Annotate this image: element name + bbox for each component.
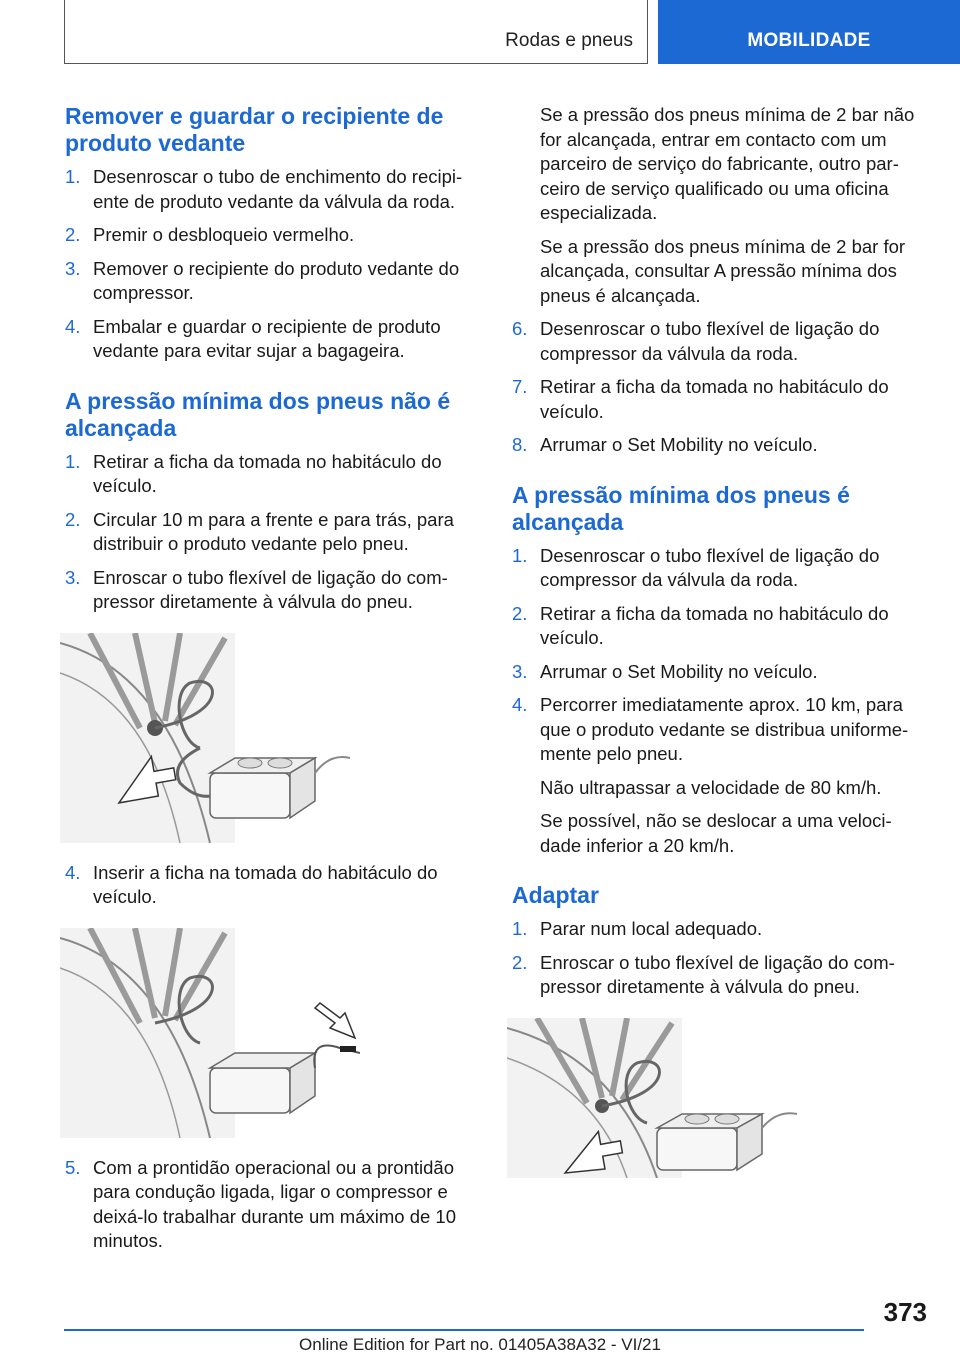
step-text: Enroscar o tubo flexível de ligação do com‐pressor diretamente à válvula do pneu. <box>93 566 448 612</box>
right-column <box>512 103 932 1196</box>
note-paragraph: Se possível, não se deslocar a uma veloci‐dade inferior a 20 km/h. <box>540 810 892 856</box>
step-number: 6. <box>512 318 528 339</box>
list-item <box>512 544 932 593</box>
list-item <box>512 951 932 1000</box>
step-number: 3. <box>512 660 528 682</box>
step-number: 2. <box>65 508 81 530</box>
list-item <box>65 566 485 615</box>
step-number: 3. <box>65 566 81 588</box>
illustration-plug-socket <box>60 928 485 1138</box>
list-item <box>65 861 485 910</box>
step-text: Embalar e guardar o recipiente de produto vedante para evitar sujar a bagageira. <box>93 315 441 361</box>
heading-pressure-not-reached: A pressão mínima dos pneus não é alcançada <box>65 387 451 441</box>
step-text: Percorrer imediatamente aprox. 10 km, para que o produto vedante se distribua uniforme‐mente pelo pneu. <box>540 694 909 764</box>
header-section-box <box>64 0 648 64</box>
illustration-compressor-valve <box>507 1018 932 1178</box>
heading-pressure-reached: A pressão mínima dos pneus é alcançada <box>512 481 850 535</box>
list-item <box>65 223 485 248</box>
list-item <box>65 257 485 306</box>
footer-divider <box>64 1329 864 1331</box>
list-item <box>512 317 932 366</box>
step-number: 2. <box>512 951 528 973</box>
note-paragraph: Não ultrapassar a velocidade de 80 km/h. <box>540 776 882 798</box>
header-chapter-tab[interactable] <box>658 0 960 64</box>
step-text: Retirar a ficha da tomada no habitáculo do veículo. <box>540 376 889 422</box>
note-paragraph: Se a pressão dos pneus mínima de 2 bar for alcançada, consultar A pressão mínima dos pneus é alcançada. <box>540 235 906 306</box>
step-text: Inserir a ficha na tomada do habitáculo do veículo. <box>93 861 438 907</box>
list-item <box>512 375 932 424</box>
step-text: Arrumar o Set Mobility no veículo. <box>540 434 818 455</box>
list-item <box>65 450 485 499</box>
list-item <box>512 660 932 685</box>
header-chapter-title: MOBILIDADE <box>747 30 871 51</box>
list-item <box>65 508 485 557</box>
list-item <box>65 315 485 364</box>
step-text: Com a prontidão operacional ou a prontidão para condução ligada, ligar o compressor e deixá-lo trabalhar durante um máximo de 10 minutos. <box>93 1156 456 1251</box>
step-number: 4. <box>65 315 81 337</box>
heading-adapt: Adaptar <box>512 882 599 908</box>
illustration-compressor-connected <box>60 633 485 843</box>
step-text: Desenroscar o tubo flexível de ligação do compressor da válvula da roda. <box>540 544 880 590</box>
step-number: 1. <box>65 450 81 472</box>
step-text: Desenroscar o tubo de enchimento do recipi‐ente de produto vedante da válvula da roda. <box>93 166 463 212</box>
note-paragraph: Se a pressão dos pneus mínima de 2 bar não for alcançada, entrar em contacto com um parceiro de serviço do fabricante, outro par‐ceiro de serviço qualificado ou uma oficina especializada. <box>540 104 915 223</box>
step-number: 4. <box>65 861 81 883</box>
list-item <box>512 602 932 651</box>
step-text: Desenroscar o tubo flexível de ligação do compressor da válvula da roda. <box>540 318 880 364</box>
step-number: 5. <box>65 1156 81 1178</box>
list-item <box>65 1156 485 1254</box>
step-number: 1. <box>65 166 81 187</box>
left-column <box>65 103 485 1263</box>
step-text: Enroscar o tubo flexível de ligação do com‐pressor diretamente à válvula do pneu. <box>540 951 895 997</box>
list-item <box>65 165 485 214</box>
step-text: Circular 10 m para a frente e para trás, para distribuir o produto vedante pelo pneu. <box>93 508 454 554</box>
header-section-title: Rodas e pneus <box>505 30 633 51</box>
step-number: 8. <box>512 434 528 455</box>
step-number: 2. <box>65 224 81 245</box>
step-text: Retirar a ficha da tomada no habitáculo do veículo. <box>540 602 889 648</box>
list-item <box>512 433 932 458</box>
step-number: 3. <box>65 257 81 279</box>
page-number: 373 <box>883 1297 927 1327</box>
step-text: Retirar a ficha da tomada no habitáculo do veículo. <box>93 450 442 496</box>
step-text: Premir o desbloqueio vermelho. <box>93 224 355 245</box>
step-text: Parar num local adequado. <box>540 918 763 939</box>
footer-edition: Online Edition for Part no. 01405A38A32 - VI/21 <box>299 1335 661 1354</box>
step-number: 1. <box>512 918 528 939</box>
list-item <box>512 693 932 767</box>
step-number: 1. <box>512 544 528 566</box>
step-number: 2. <box>512 602 528 624</box>
step-number: 7. <box>512 376 528 397</box>
step-number: 4. <box>512 694 528 715</box>
list-item <box>512 917 932 942</box>
step-text: Arrumar o Set Mobility no veículo. <box>540 660 818 682</box>
step-text: Remover o recipiente do produto vedante do compressor. <box>93 257 460 303</box>
heading-remove-sealant: Remover e guardar o recipiente de produto vedante <box>65 103 444 156</box>
